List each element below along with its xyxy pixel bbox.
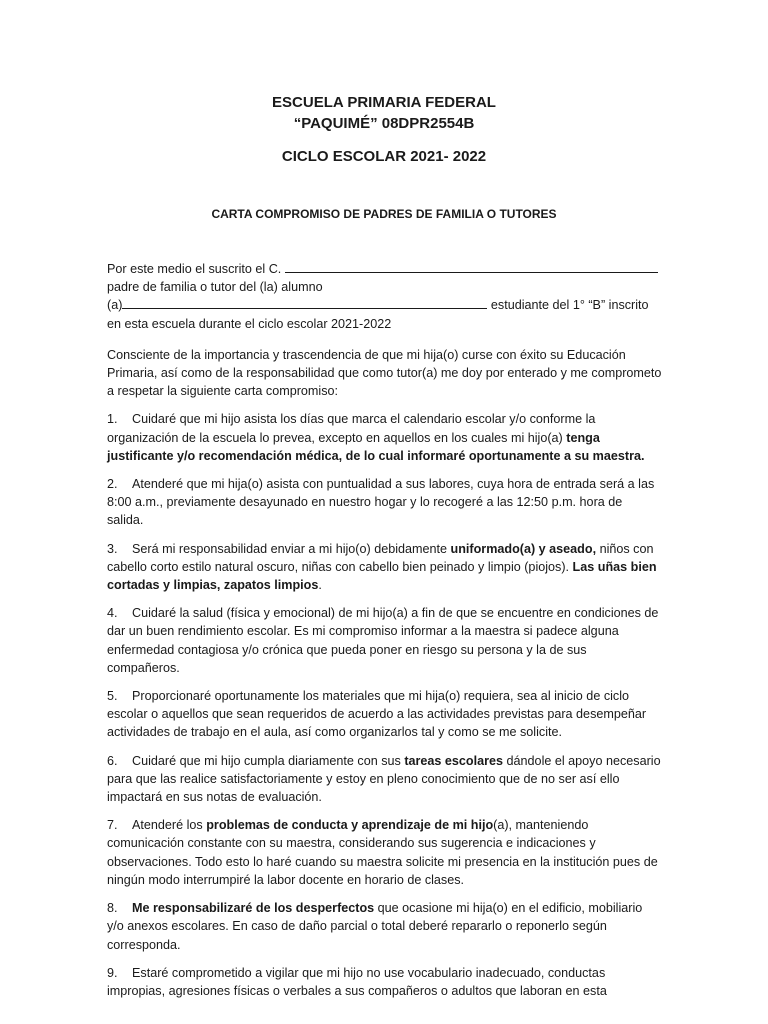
item-number: 5. <box>107 689 118 704</box>
intro-text-3a: (a) <box>107 298 123 313</box>
intro-line-2: padre de familia o tutor del (la) alumno <box>107 280 323 295</box>
commitment-item <box>107 410 662 465</box>
document-body <box>107 260 662 1010</box>
item-text: niños con cabello corto estilo natural oscuro, niñas con cabello bien peinado y limpio (piojos). <box>107 541 654 574</box>
item-text: (a), manteniendo comunicación constante con su maestra, considerando sus sugerencia e indicaciones y observaciones. Todo esto lo haré cuando su maestra solicite mi presencia en la institución pues de ningún modo interrumpiré la labor docente en horario de clases. <box>107 818 658 887</box>
item-number: 6. <box>107 753 118 768</box>
item-number: 9. <box>107 965 118 980</box>
item-text: que ocasione mi hija(o) en el edificio, mobiliario y/o anexos escolares. En caso de daño parcial o total deberé repararlo o reponerlo según corresponda. <box>107 901 643 952</box>
student-blank <box>122 297 487 309</box>
school-heading: ESCUELA PRIMARIA FEDERAL <box>272 94 496 111</box>
item-text: Será mi responsabilidad enviar a mi hijo(o) debidamente <box>132 541 451 556</box>
commitment-item <box>107 752 662 807</box>
item-text: Cuidaré que mi hijo cumpla diariamente con sus <box>132 753 405 768</box>
item-bold: Las uñas bien cortadas y limpias, zapatos limpios <box>107 559 657 593</box>
item-bold: tenga justificante y/o recomendación médica, de lo cual informaré oportunamente a su maestra. <box>107 430 645 463</box>
commitment-item <box>107 816 662 889</box>
commitment-item <box>107 687 662 742</box>
item-text: Atenderé los <box>132 818 207 833</box>
commitment-item <box>107 475 662 530</box>
commitment-item <box>107 540 662 595</box>
commitment-item <box>107 964 662 1000</box>
item-bold: tareas escolares <box>404 753 504 768</box>
intro-text-3b: estudiante del 1° “B” inscrito <box>490 298 649 313</box>
document-title: CARTA COMPROMISO DE PADRES DE FAMILIA O TUTORES <box>211 207 557 221</box>
consciente-paragraph: Consciente de la importancia y trascendencia de que mi hija(o) curse con éxito su Educación Primaria, así como de la responsabilidad que como tutor(a) me doy por enterado y me comprometo a respetar la siguiente carta compromiso: <box>107 347 662 399</box>
intro-line-3 <box>107 296 662 314</box>
item-text: Proporcionaré oportunamente los materiales que mi hija(o) requiera, sea al inicio de ciclo escolar o aquellos que sean requeridos de acuerdo a las actividades previstas para desempeñar actividades de trabajo en el aula, así como organizarlos tal y como se me solicite. <box>107 689 647 740</box>
item-bold: uniformado(a) y aseado, <box>450 541 597 556</box>
item-bold: problemas de conducta y aprendizaje de mi hijo <box>206 818 494 833</box>
item-text: dándole el apoyo necesario para que las realice satisfactoriamente y estoy en pleno conocimiento que de no ser así ello impactará en sus notas de evaluación. <box>107 753 661 805</box>
school-name: “PAQUIMÉ” 08DPR2554B <box>293 115 475 132</box>
item-number: 7. <box>107 818 118 833</box>
item-number: 8. <box>107 901 118 916</box>
item-number: 4. <box>107 606 118 621</box>
commitment-item <box>107 604 662 677</box>
item-number: 2. <box>107 477 118 492</box>
item-text: Estaré comprometido a vigilar que mi hijo no use vocabulario inadecuado, conductas impropias, agresiones físicas o verbales a sus compañeros o adultos que laboran en esta <box>107 965 607 998</box>
school-cycle: CICLO ESCOLAR 2021- 2022 <box>281 148 487 165</box>
item-number: 3. <box>107 541 118 556</box>
item-text: Cuidaré la salud (física y emocional) de mi hijo(a) a fin de que se encuentre en condiciones de dar un buen rendimiento escolar. Es mi compromiso informar a la maestra si padece alguna enfermedad contagiosa y/o crónica que pueda poner en riesgo su persona y la de sus compañeros. <box>107 606 659 675</box>
item-text: . <box>318 578 322 593</box>
intro-block <box>107 260 662 333</box>
name-blank <box>285 261 658 273</box>
commitment-item <box>107 899 662 954</box>
item-text: Cuidaré que mi hijo asista los días que marca el calendario escolar y/o conforme la organización de la escuela lo prevea, excepto en aquellos en los cuales mi hijo(a) <box>107 412 596 445</box>
intro-line-1 <box>107 260 662 278</box>
intro-text-1: Por este medio el suscrito el C. <box>107 262 282 276</box>
item-bold: Me responsabilizaré de los desperfectos <box>132 901 375 916</box>
intro-line-4: en esta escuela durante el ciclo escolar 2021-2022 <box>107 316 392 331</box>
item-number: 1. <box>107 412 118 427</box>
item-text: Atenderé que mi hija(o) asista con puntualidad a sus labores, cuya hora de entrada será a las 8:00 a.m., previamente desayunado en nuestro hogar y lo recogeré a las 12:50 p.m. hora de salida. <box>107 477 655 528</box>
